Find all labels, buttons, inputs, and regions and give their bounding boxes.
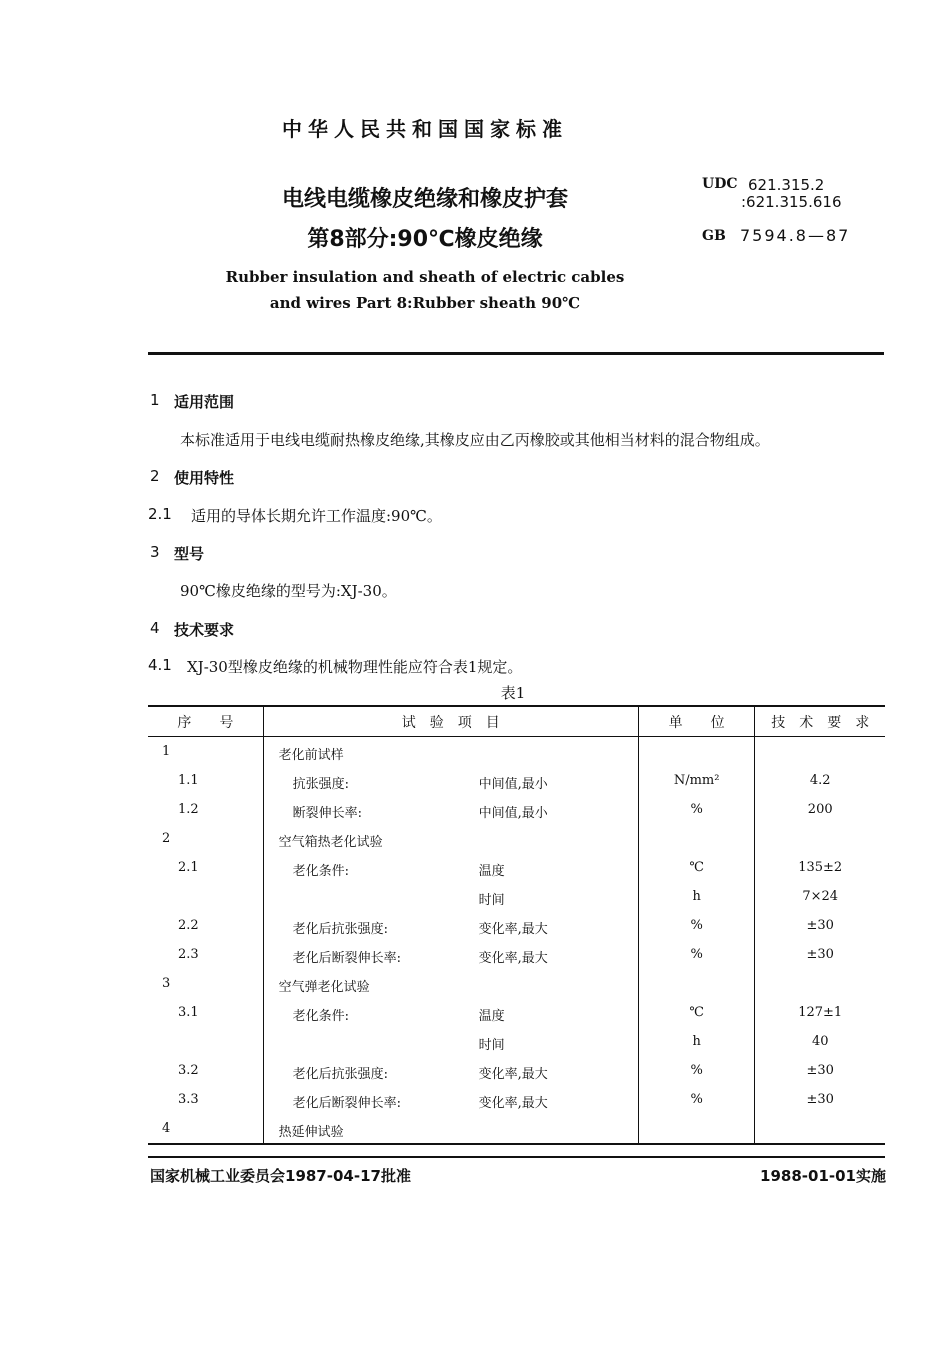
row-condition: 中间值,最小 — [478, 806, 548, 821]
row-requirement: 135±2 — [755, 853, 885, 882]
section-1-body: 本标准适用于电线电缆耐热橡皮绝缘,其橡皮应由乙丙橡胶或其他相当材料的混合物组成。 — [180, 431, 770, 449]
row-condition: 变化率,最大 — [478, 1096, 548, 1111]
row-serial-no: 3.3 — [178, 1092, 199, 1107]
row-serial-no — [148, 1027, 263, 1056]
row-test-item: 老化前试样 — [278, 748, 344, 763]
row-serial-no — [148, 882, 263, 911]
section-3-title: 型号 — [174, 545, 205, 563]
row-unit — [638, 824, 755, 853]
section-3-body: 90℃橡皮绝缘的型号为:XJ-30。 — [180, 582, 397, 600]
row-requirement: ±30 — [755, 1085, 885, 1114]
document-title-cn-line-1: 电线电缆橡皮绝缘和橡皮护套 — [281, 187, 568, 212]
row-test-item: 空气箱热老化试验 — [278, 835, 383, 850]
row-requirement: 40 — [755, 1027, 885, 1056]
clause-4-1-text: XJ-30型橡皮绝缘的机械物理性能应符合表1规定。 — [187, 658, 523, 676]
row-serial-no: 3.2 — [178, 1063, 199, 1078]
table-row — [148, 882, 885, 911]
gb-standard-number: 7594.8—87 — [740, 226, 851, 245]
section-2-number: 2 — [150, 467, 160, 485]
row-unit: % — [638, 1085, 755, 1114]
specification-table — [148, 705, 885, 1145]
document-title-en-line-1: Rubber insulation and sheath of electric cables — [225, 268, 625, 286]
table-row — [148, 940, 885, 969]
row-test-item: 老化条件: — [292, 864, 350, 879]
row-serial-no: 1.1 — [178, 773, 199, 788]
row-unit: % — [638, 940, 755, 969]
row-serial-no: 3 — [162, 976, 171, 991]
row-condition: 变化率,最大 — [478, 922, 548, 937]
row-requirement: ±30 — [755, 940, 885, 969]
row-test-item: 空气弹老化试验 — [278, 980, 370, 995]
row-test-item: 老化后断裂伸长率: — [292, 1096, 402, 1111]
section-1-number: 1 — [150, 391, 160, 409]
row-requirement: 7×24 — [755, 882, 885, 911]
row-test-item: 老化后抗张强度: — [292, 1067, 389, 1082]
section-2-title: 使用特性 — [174, 469, 235, 487]
section-4-title: 技术要求 — [174, 621, 235, 639]
row-condition: 变化率,最大 — [478, 951, 548, 966]
clause-2-1-text: 适用的导体长期允许工作温度:90℃。 — [191, 507, 442, 525]
row-test-item: 老化条件: — [292, 1009, 350, 1024]
section-3-number: 3 — [150, 543, 160, 561]
table-header-row — [148, 706, 885, 737]
table-row — [148, 911, 885, 940]
row-condition: 温度 — [478, 864, 505, 879]
approval-statement: 国家机械工业委员会1987-04-17批准 — [150, 1167, 411, 1185]
table-caption: 表1 — [500, 684, 526, 702]
row-test-item: 老化后抗张强度: — [292, 922, 389, 937]
row-condition: 时间 — [478, 893, 505, 908]
table-row — [148, 1085, 885, 1114]
udc-code-1: 621.315.2 — [748, 176, 825, 194]
table-row — [148, 766, 885, 795]
row-condition: 变化率,最大 — [478, 1067, 548, 1082]
row-condition: 中间值,最小 — [478, 777, 548, 792]
table-row — [148, 1056, 885, 1085]
table-row — [148, 1114, 885, 1144]
table-row — [148, 998, 885, 1027]
row-requirement — [755, 1114, 885, 1144]
row-test-item: 抗张强度: — [292, 777, 350, 792]
row-unit — [638, 1114, 755, 1144]
row-unit: % — [638, 1056, 755, 1085]
row-serial-no: 1 — [162, 744, 171, 759]
row-unit: % — [638, 795, 755, 824]
document-title-cn-line-2: 第8部分:90℃橡皮绝缘 — [307, 227, 543, 252]
row-unit — [638, 969, 755, 998]
row-serial-no: 4 — [148, 1114, 263, 1144]
row-requirement: ±30 — [755, 911, 885, 940]
section-4-number: 4 — [150, 619, 160, 637]
table-row — [148, 795, 885, 824]
udc-code-2: :621.315.616 — [741, 193, 842, 211]
row-serial-no: 1.2 — [178, 802, 199, 817]
row-serial-no: 2.3 — [178, 947, 199, 962]
row-requirement — [755, 824, 885, 853]
row-requirement: 200 — [755, 795, 885, 824]
row-serial-no: 2.1 — [178, 860, 199, 875]
table-row — [148, 853, 885, 882]
row-serial-no: 2 — [162, 831, 171, 846]
row-requirement — [755, 737, 885, 767]
row-unit — [638, 737, 755, 767]
gb-label: GB — [702, 228, 726, 244]
row-test-item: 热延伸试验 — [278, 1125, 344, 1140]
row-requirement: ±30 — [755, 1056, 885, 1085]
table-body — [148, 737, 885, 1145]
row-condition: 时间 — [478, 1038, 505, 1053]
row-unit: h — [638, 882, 755, 911]
row-unit: ℃ — [638, 998, 755, 1027]
row-unit: N/mm² — [638, 766, 755, 795]
clause-2-1-number: 2.1 — [148, 505, 172, 523]
clause-4-1-number: 4.1 — [148, 656, 172, 674]
row-unit: ℃ — [638, 853, 755, 882]
udc-label: UDC — [702, 176, 738, 192]
table-row — [148, 824, 885, 853]
row-requirement: 4.2 — [755, 766, 885, 795]
header-unit: 单 位 — [638, 706, 755, 737]
section-1-title: 适用范围 — [174, 393, 235, 411]
table-row — [148, 737, 885, 767]
row-requirement: 127±1 — [755, 998, 885, 1027]
row-requirement — [755, 969, 885, 998]
header-divider — [148, 352, 884, 355]
footer-divider — [148, 1156, 885, 1158]
row-serial-no: 2.2 — [178, 918, 199, 933]
row-test-item: 断裂伸长率: — [292, 806, 363, 821]
table-row — [148, 969, 885, 998]
row-unit: % — [638, 911, 755, 940]
row-unit: h — [638, 1027, 755, 1056]
row-serial-no: 3.1 — [178, 1005, 199, 1020]
header-test-item: 试 验 项 目 — [263, 706, 638, 737]
effective-date: 1988-01-01实施 — [760, 1167, 886, 1185]
table-row — [148, 1027, 885, 1056]
row-condition: 温度 — [478, 1009, 505, 1024]
national-standard-title: 中华人民共和国国家标准 — [282, 117, 568, 141]
header-serial-no: 序 号 — [148, 706, 263, 737]
document-title-en-line-2: and wires Part 8:Rubber sheath 90℃ — [269, 294, 581, 312]
header-requirement: 技 术 要 求 — [755, 706, 885, 737]
row-test-item: 老化后断裂伸长率: — [292, 951, 402, 966]
